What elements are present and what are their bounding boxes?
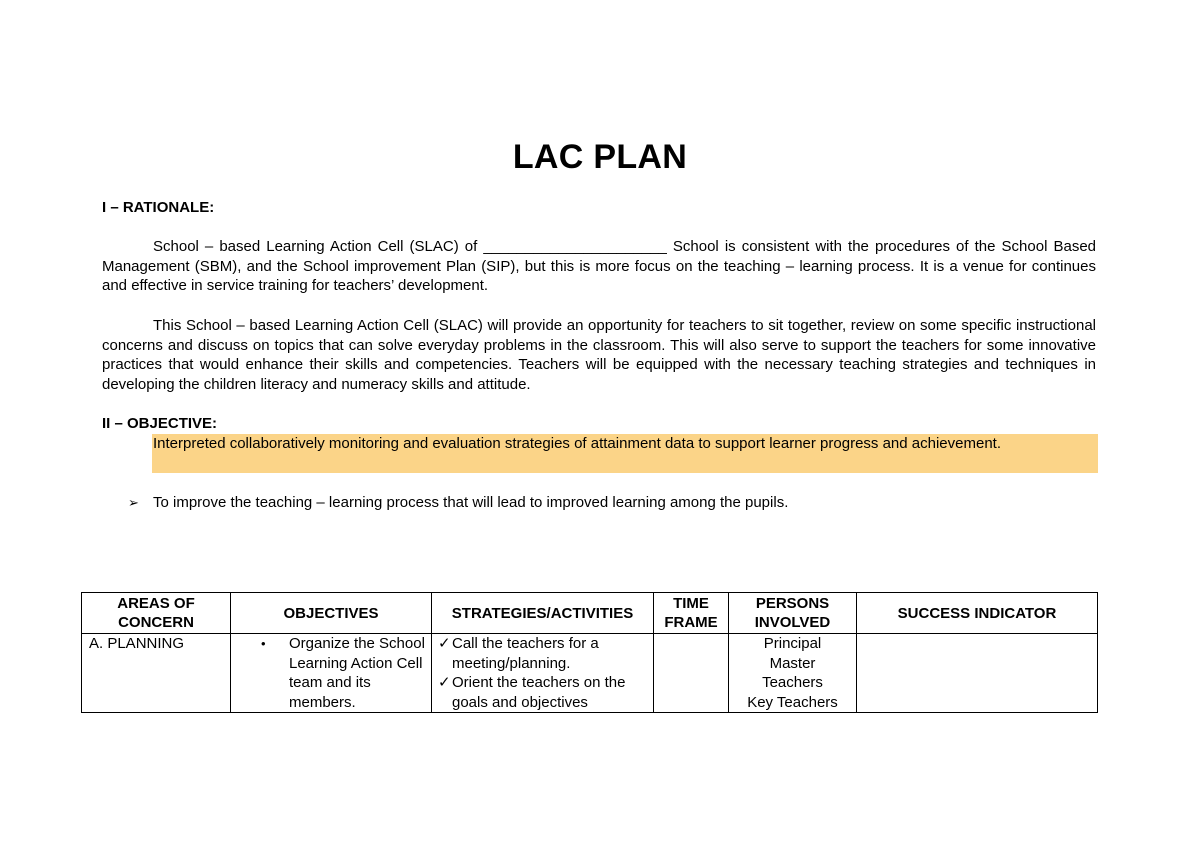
page-title: LAC PLAN [512, 138, 688, 176]
objective-bullet-item [128, 493, 788, 513]
strategy-item [432, 634, 653, 673]
strategy-item-text: Orient the teachers on the goals and objectives [452, 674, 626, 711]
cell-strategies [432, 634, 654, 713]
cell-time-frame [654, 634, 729, 713]
header-objectives: OBJECTIVES [231, 593, 432, 634]
header-success-indicator: SUCCESS INDICATOR [857, 593, 1098, 634]
bullet-icon: • [261, 636, 266, 651]
person-item: Key Teachers [747, 693, 838, 711]
header-strategies: STRATEGIES/ACTIVITIES [432, 593, 654, 634]
cell-area: A. PLANNING [82, 634, 231, 713]
objective-bullet-text: To improve the teaching – learning process that will lead to improved learning among the pupils. [153, 494, 789, 511]
person-item: Master [769, 654, 816, 672]
header-areas-of-concern: AREAS OF CONCERN [82, 593, 231, 634]
person-item: Principal [763, 635, 822, 652]
objective-item-text: Organize the School Learning Action Cell team and its members. [289, 635, 425, 711]
table-row [82, 634, 1098, 713]
cell-persons [729, 634, 857, 713]
header-persons-involved: PERSONS INVOLVED [729, 593, 857, 634]
check-icon: ✓ [438, 674, 451, 692]
table-header-row [82, 593, 1098, 634]
cell-success-indicator [857, 634, 1098, 713]
lac-plan-table [81, 592, 1098, 713]
rationale-heading: I – RATIONALE: [102, 199, 215, 216]
header-time-frame: TIME FRAME [654, 593, 729, 634]
check-icon: ✓ [438, 635, 451, 652]
rationale-paragraph-1 [102, 237, 1096, 296]
strategy-item-text: Call the teachers for a meeting/planning. [452, 635, 599, 672]
cell-objective [231, 634, 432, 713]
strategy-item [432, 673, 653, 712]
arrow-bullet-icon: ➢ [128, 495, 139, 510]
objective-heading: II – OBJECTIVE: [102, 415, 218, 432]
person-item: Teachers [762, 674, 823, 692]
rationale-paragraph-1-text: School – based Learning Action Cell (SLAC) of ______________________ School is consistent with the procedures of the School Based Management (SBM), and the School improvement Plan (SIP), but this is more focus on the teaching – learning process. It is a venue for continues and effective in service training for teachers’ development. [102, 238, 1096, 295]
rationale-paragraph-2-text: This School – based Learning Action Cell (SLAC) will provide an opportunity for teachers to sit together, review on some specific instructional concerns and discuss on topics that can solve everyday problems in the classroom. This will also serve to support the teachers for some innovative practices that would enhance their skills and competencies. Teachers will be equipped with the necessary teaching strategies and techniques in developing the children literacy and numeracy skills and attitude. [102, 317, 1096, 393]
rationale-paragraph-2 [102, 316, 1096, 394]
objective-highlighted-text: Interpreted collaboratively monitoring and evaluation strategies of attainment data to support learner progress and achievement. [153, 435, 1001, 452]
